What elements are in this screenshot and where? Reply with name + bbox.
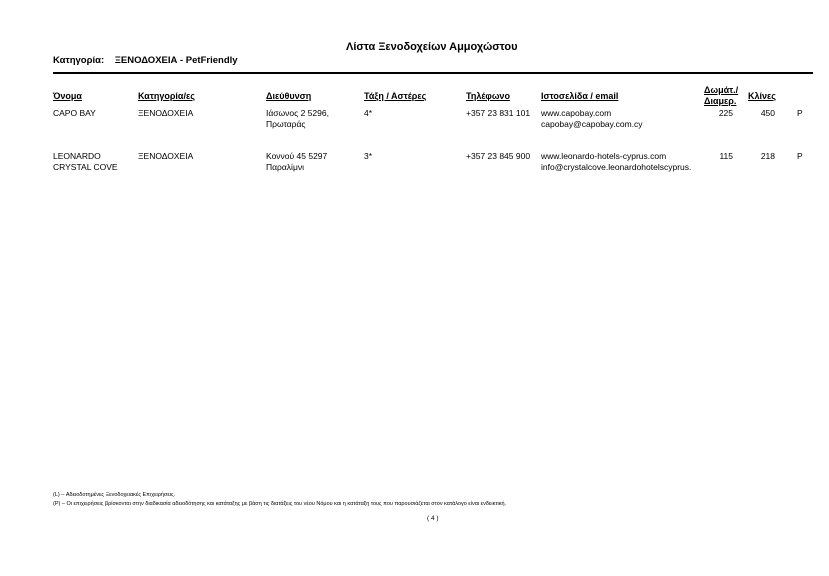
row-rooms: 115 <box>719 151 733 161</box>
row-address <box>266 108 329 130</box>
category-line <box>53 55 238 66</box>
row-class: 3* <box>364 151 373 161</box>
row-name-l1: LEONARDO <box>53 151 101 161</box>
col-header-address: Διεύθυνση <box>266 91 312 101</box>
row-web <box>541 108 643 130</box>
row-beds: 450 <box>760 108 775 118</box>
col-header-name: Όνομα <box>53 91 82 101</box>
col-header-phone: Τηλέφωνο <box>466 91 510 101</box>
row-website-link[interactable]: www.leonardo-hotels-cyprus.com <box>541 151 667 161</box>
col-header-beds: Κλίνες <box>748 91 776 101</box>
row-name <box>53 108 96 119</box>
page-title: Λίστα Ξενοδοχείων Αμμοχώστου <box>346 41 518 53</box>
row-category: ΞΕΝΟΔΟΧΕΙΑ <box>138 108 194 118</box>
footnote-l: (L) – Αδειοδοτημένες Ξενοδοχειακές Επιχειρήσεις. <box>53 492 176 498</box>
footnote-p: (P) – Οι επιχειρήσεις βρίσκονται στην διαδικασία αδειοδότησης και κατάταξης με βάση τις διατάξεις του νέου Νόμου και η κατάταξη τους που παρουσιάζεται στον κατάλογο είναι ενδεικτική. <box>53 501 507 507</box>
col-header-category: Κατηγορία/ες <box>138 91 195 101</box>
row-website-link[interactable]: www.capobay.com <box>541 108 612 118</box>
row-rooms: 225 <box>718 108 733 118</box>
col-header-rooms <box>704 85 738 107</box>
page-number: ( 4 ) <box>427 515 439 522</box>
row-beds: 218 <box>760 151 775 161</box>
col-header-web: Ιστοσελίδα / email <box>541 91 619 101</box>
row-address-l2: Πρωταράς <box>266 119 306 129</box>
row-email-link[interactable]: info@crystalcove.leonardohotelscyprus. <box>541 162 692 172</box>
row-address <box>266 151 327 173</box>
row-name <box>53 151 118 173</box>
row-address-l1: Ιάσωνος 2 5296, <box>266 108 329 118</box>
row-email-link[interactable]: capobay@capobay.com.cy <box>541 119 643 129</box>
category-label: Κατηγορία: <box>53 55 105 66</box>
row-phone: +357 23 845 900 <box>466 151 531 161</box>
row-flag: P <box>797 151 803 161</box>
row-address-l2: Παραλίμνι <box>266 162 304 172</box>
row-class: 4* <box>364 108 373 118</box>
row-flag: P <box>797 108 803 118</box>
col-header-class: Τάξη / Αστέρες <box>364 91 427 101</box>
col-header-rooms-l1: Δωμάτ./ <box>704 85 739 95</box>
row-phone: +357 23 831 101 <box>466 108 531 118</box>
row-address-l1: Κοννού 45 5297 <box>266 151 328 161</box>
row-name-l2: CRYSTAL COVE <box>53 162 118 172</box>
col-header-rooms-l2: Διαμερ. <box>704 96 737 106</box>
row-web <box>541 151 691 173</box>
category-value: ΞΕΝΟΔΟΧΕΙΑ - PetFriendly <box>114 55 238 66</box>
row-category: ΞΕΝΟΔΟΧΕΙΑ <box>138 151 194 161</box>
row-name-l1: CAPO BAY <box>53 108 96 118</box>
header-divider <box>53 72 813 74</box>
